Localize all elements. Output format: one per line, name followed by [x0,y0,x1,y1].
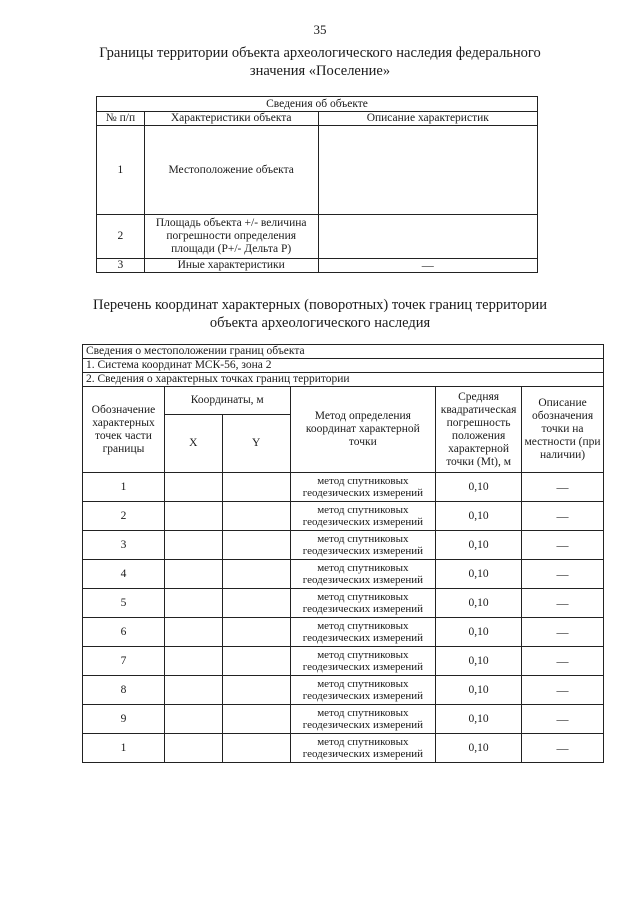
point-method: метод спутниковых геодезических измерений [290,473,436,502]
point-row [83,531,604,560]
header-y: Y [222,415,290,473]
row-description [318,215,537,259]
point-y [222,676,290,705]
point-id: 3 [83,531,165,560]
point-x [164,473,222,502]
point-x [164,589,222,618]
title-line-2: значения «Поселение» [249,63,391,79]
title-line-1: Границы территории объекта археологического наследия федерального [99,45,541,61]
point-y [222,705,290,734]
point-y [222,502,290,531]
coordinates-table [82,344,604,763]
point-id: 5 [83,589,165,618]
point-id: 1 [83,473,165,502]
point-method: метод спутниковых геодезических измерений [290,734,436,763]
title-line-2: объекта археологического наследия [209,315,431,331]
row-number: 1 [97,126,145,215]
point-y [222,560,290,589]
title-line-1: Перечень координат характерных (поворотных) точек границ территории [92,297,548,313]
point-method: метод спутниковых геодезических измерений [290,531,436,560]
row-number: 3 [97,259,145,273]
point-x [164,618,222,647]
point-description: — [522,618,604,647]
point-accuracy: 0,10 [436,589,522,618]
point-row [83,473,604,502]
point-method: метод спутниковых геодезических измерений [290,502,436,531]
point-accuracy: 0,10 [436,734,522,763]
point-description: — [522,473,604,502]
row-number: 2 [97,215,145,259]
point-x [164,502,222,531]
point-row [83,618,604,647]
point-method: метод спутниковых геодезических измерений [290,647,436,676]
point-accuracy: 0,10 [436,676,522,705]
point-accuracy: 0,10 [436,473,522,502]
point-description: — [522,502,604,531]
point-x [164,647,222,676]
col-number-header: № п/п [97,112,145,126]
point-method: метод спутниковых геодезических измерений [290,560,436,589]
info-row-location: Сведения о местоположении границ объекта [83,345,604,359]
info-row-coordinate-system: 1. Система координат МСК-56, зона 2 [83,359,604,373]
header-description: Описание обозначения точки на местности (при наличии) [522,387,604,473]
point-x [164,705,222,734]
header-method: Метод определения координат характерной точки [290,387,436,473]
info-row-points: 2. Сведения о характерных точках границ территории [83,373,604,387]
col-characteristic-header: Характеристики объекта [144,112,318,126]
point-y [222,589,290,618]
row-characteristic: Иные характеристики [144,259,318,273]
point-y [222,618,290,647]
point-id: 9 [83,705,165,734]
point-row [83,734,604,763]
row-description [318,126,537,215]
header-x: X [164,415,222,473]
point-y [222,647,290,676]
point-x [164,676,222,705]
point-accuracy: 0,10 [436,560,522,589]
point-y [222,734,290,763]
point-row [83,676,604,705]
point-description: — [522,647,604,676]
point-id: 7 [83,647,165,676]
point-id: 1 [83,734,165,763]
page-number: 35 [313,22,327,37]
point-accuracy: 0,10 [436,705,522,734]
coordinates-list-title [60,296,580,332]
point-row [83,589,604,618]
row-characteristic: Местоположение объекта [144,126,318,215]
point-accuracy: 0,10 [436,647,522,676]
point-id: 6 [83,618,165,647]
point-id: 8 [83,676,165,705]
point-x [164,734,222,763]
point-method: метод спутниковых геодезических измерений [290,705,436,734]
object-boundaries-title [60,44,580,80]
point-y [222,531,290,560]
row-characteristic: Площадь объекта +/- величина погрешности определения площади (Р+/- Дельта Р) [144,215,318,259]
point-method: метод спутниковых геодезических измерений [290,589,436,618]
point-description: — [522,705,604,734]
point-row [83,502,604,531]
point-description: — [522,734,604,763]
row-description: — [318,259,537,273]
point-method: метод спутниковых геодезических измерений [290,676,436,705]
point-description: — [522,589,604,618]
point-accuracy: 0,10 [436,531,522,560]
point-description: — [522,531,604,560]
point-row [83,560,604,589]
header-accuracy: Средняя квадратическая погрешность положения характерной точки (Mt), м [436,387,522,473]
object-info-header: Сведения об объекте [97,97,538,112]
point-y [222,473,290,502]
point-id: 4 [83,560,165,589]
point-description: — [522,560,604,589]
header-designation: Обозначение характерных точек части границы [83,387,165,473]
point-row [83,647,604,676]
point-x [164,560,222,589]
point-method: метод спутниковых геодезических измерений [290,618,436,647]
point-id: 2 [83,502,165,531]
col-description-header: Описание характеристик [318,112,537,126]
point-description: — [522,676,604,705]
point-x [164,531,222,560]
point-accuracy: 0,10 [436,618,522,647]
object-info-table [96,96,538,273]
point-accuracy: 0,10 [436,502,522,531]
point-row [83,705,604,734]
header-coordinates: Координаты, м [164,387,290,415]
